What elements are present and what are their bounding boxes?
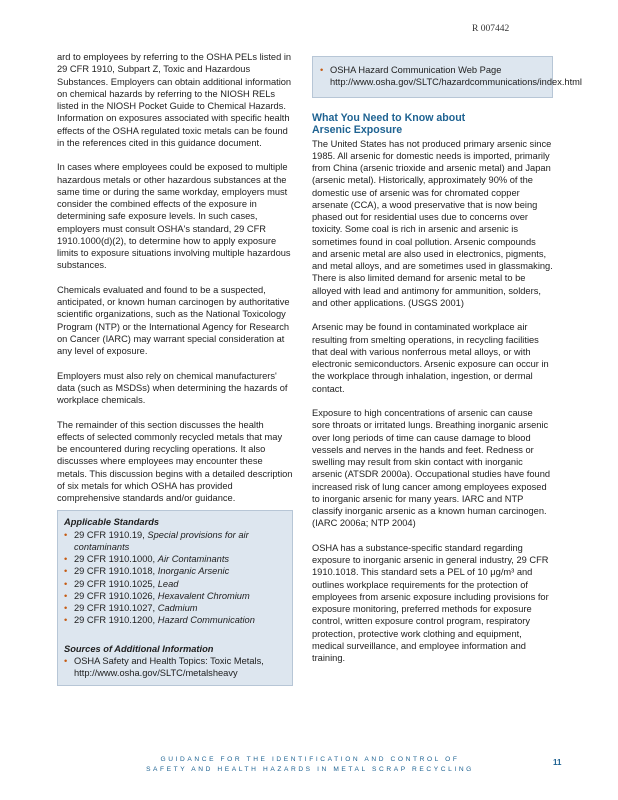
additional-information-item — [64, 655, 286, 680]
page-number: 11 — [553, 758, 562, 767]
body-paragraph: OSHA has a substance-specific standard regarding exposure to inorganic arsenic in general industry, 29 CFR 1910.1018. This standard sets a PEL of 10 μg/m³ and outlines workplace requirements for the protection of employees from arsenic exposure including provisions for exposure monitoring, preferred methods for exposure control, written exposure control program, respiratory protection, protective work clothing and equipment, medical surveillance, and employee information and training. — [312, 542, 549, 663]
standards-list — [64, 529, 286, 627]
bullet-icon: • — [64, 603, 68, 613]
additional-information-heading: Sources of Additional Information — [64, 643, 214, 654]
bullet-icon: • — [64, 655, 68, 666]
standard-item: • 29 CFR 1910.1027, Cadmium — [64, 603, 198, 613]
bullet-icon: • — [64, 554, 68, 564]
section-heading-line: What You Need to Know about — [312, 111, 466, 124]
footer-title-line: GUIDANCE FOR THE IDENTIFICATION AND CONTROL OF — [160, 756, 460, 763]
standard-item: • 29 CFR 1910.1026, Hexavalent Chromium — [64, 590, 250, 601]
additional-information-continued-list — [320, 64, 582, 89]
section-heading-line: Arsenic Exposure — [312, 124, 403, 136]
toxic-metals-link[interactable]: OSHA Safety and Health Topics: Toxic Metals, http://www.osha.gov/SLTC/metalsheavy — [74, 655, 264, 678]
additional-information-item — [320, 64, 582, 89]
body-paragraph: The remainder of this section discusses the health effects of selected commonly recycled metals that may be encountered during recycling operations. It also discusses where employees may encounter these metals. This discussion begins with a detailed description of six metals for which OSHA has provided comprehensive standards and/or guidance. — [57, 419, 293, 503]
footer-title-line: SAFETY AND HEALTH HAZARDS IN METAL SCRAP RECYCLING — [146, 766, 474, 773]
standard-item: • 29 CFR 1910.19, Special provisions for air contaminants — [64, 529, 249, 552]
body-paragraph: The United States has not produced primary arsenic since 1985. All arsenic for domestic needs is imported, primarily from China (arsenic trioxide and arsenic metal) and Japan (arsenic metal). Historically, approximately 90% of the domestic use of arsenic was for chromated copper arsenate (CCA), a wood preservative that is now being phased out for residential uses due to concerns over toxicity. Some coal is rich in arsenic and arsenic is sometimes found in coal pollution. Arsenic compounds and arsenic metal are also used in electronics, pigments, and metal alloys, and are sometimes used in glassmaking. There is also limited demand for arsenic metal to be alloyed with lead and antimony for ammunition, solders, and other applications. (USGS 2001) — [312, 138, 553, 308]
bullet-icon: • — [64, 590, 68, 601]
standard-item: • 29 CFR 1910.1018, Inorganic Arsenic — [64, 566, 230, 577]
body-paragraph: Employers must also rely on chemical manufacturers' data (such as MSDSs) when determining the hazards of workplace chemicals. — [57, 370, 288, 405]
left-column — [57, 51, 293, 686]
document-id: R 007442 — [472, 24, 510, 34]
additional-information-continued-box — [312, 56, 582, 98]
right-column — [312, 56, 582, 664]
bullet-icon: • — [64, 529, 68, 540]
additional-information-list — [64, 655, 286, 680]
standard-item: • 29 CFR 1910.1200, Hazard Communication — [64, 615, 255, 626]
hazard-communication-link[interactable]: OSHA Hazard Communication Web Page http://www.osha.gov/SLTC/hazardcommunications/index.html — [330, 65, 582, 88]
bullet-icon: • — [320, 65, 324, 75]
applicable-standards-box — [57, 510, 293, 686]
standard-item: • 29 CFR 1910.1000, Air Contaminants — [64, 554, 230, 564]
section-heading — [312, 112, 553, 137]
body-paragraph: ard to employees by referring to the OSHA PELs listed in 29 CFR 1910, Subpart Z, Toxic and Hazardous Substances. Employers can obtain additional information on chemical hazards by referring to the NIOSH RELs listed in the NIOSH Pocket Guide to Chemical Hazards. Information on exposures associated with specific health effects of the OSHA regulated toxic metals can be found in the references cited in this guidance document. — [57, 52, 292, 148]
applicable-standards-heading: Applicable Standards — [64, 517, 160, 528]
body-paragraph: Arsenic may be found in contaminated workplace air resulting from smelting operations, in recycling facilities that deal with various nonferrous metal alloys, or with electronic semiconductors. Arsenic exposure can occur in the workplace through inhalation, ingestion, or dermal contact. — [312, 322, 549, 394]
bullet-icon: • — [64, 566, 68, 577]
body-paragraph: Chemicals evaluated and found to be a suspected, anticipated, or known human carcinogen by authoritative scientific organizations, such as the National Toxicology Program (NTP) or the International Agency for Research on Cancer (IARC) may warrant special consideration at any level of exposure. — [57, 284, 290, 356]
body-paragraph: In cases where employees could be exposed to multiple hazardous metals or other hazardous substances at the same time or during the same workday, employers must consider the combined effects of the exposure in determining safe exposure levels. In such cases, employers must consult OSHA's standard, 29 CFR 1910.1000(d)(2), to determine how to apply exposure limits to exposure situations involving multiple hazardous substances. — [57, 162, 291, 271]
body-paragraph: Exposure to high concentrations of arsenic can cause sore throats or irritated lungs. Breathing inorganic arsenic over long periods of time can cause damage to blood vessels and nerves in the hands and feet. Redness or swelling may result from skin contact with inorganic arsenic (ATSDR 2000a). Occupational studies have found increased risk of lung cancer among employees exposed to inorganic arsenic for many years. IARC and NTP classify inorganic arsenic as a known human carcinogen. (IARC 2006a; NTP 2004) — [312, 408, 551, 529]
standard-item: • 29 CFR 1910.1025, Lead — [64, 578, 179, 589]
bullet-icon: • — [64, 615, 68, 626]
bullet-icon: • — [64, 578, 68, 589]
